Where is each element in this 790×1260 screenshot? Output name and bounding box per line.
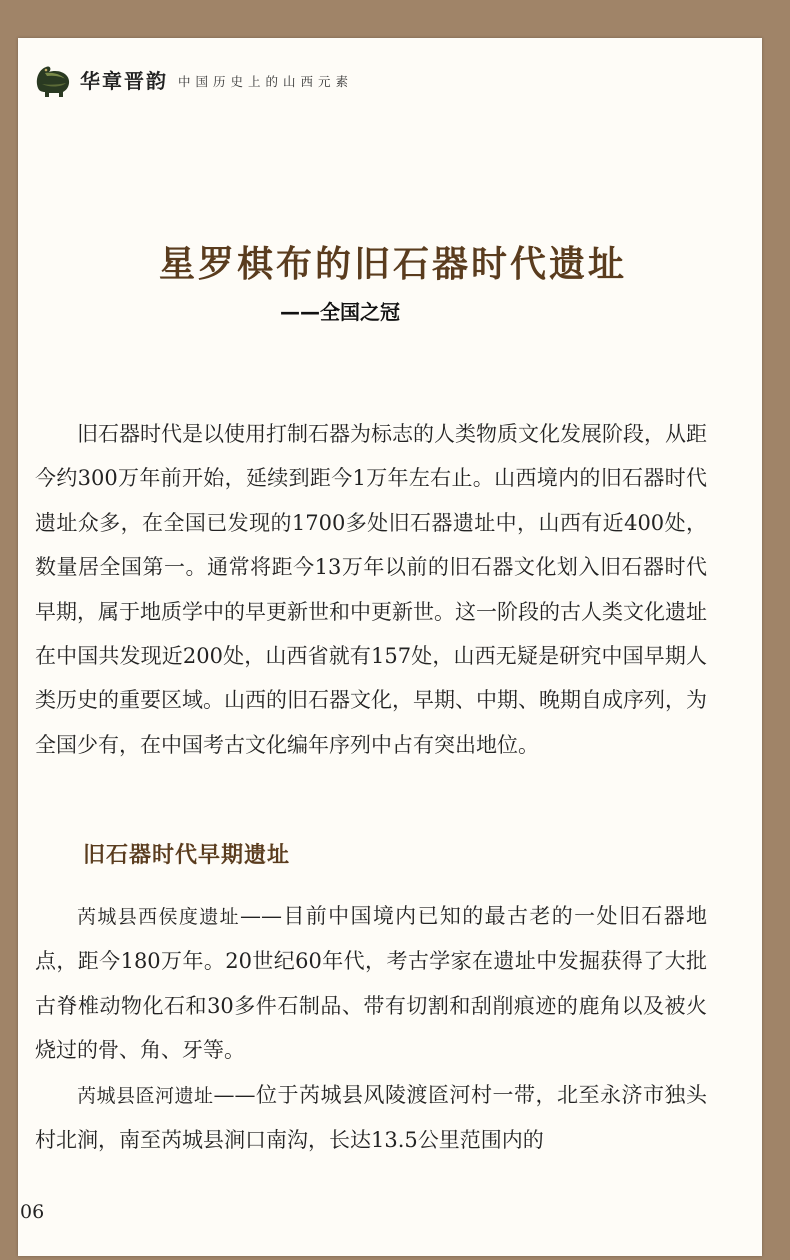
article-title: 星罗棋布的旧石器时代遗址 [158,243,627,285]
running-header [32,58,353,100]
bronze-vessel-icon [32,58,74,100]
site-paragraph-xihoudu [35,894,707,1073]
series-title: 华章晋韵 [80,68,168,93]
site-paragraph-kehe [35,1073,707,1163]
intro-block [35,412,707,767]
site-description: ——位于芮城县风陵渡匼河村一带，北至永济市独头村北涧，南至芮城县涧口南沟，长达13.5公里范围内的 [35,1082,707,1153]
series-subtitle: 中国历史上的山西元素 [178,74,354,89]
site-name: 芮城县西侯度遗址 [77,906,240,928]
page-number: 06 [20,1201,45,1223]
section-heading: 旧石器时代早期遗址 [83,842,291,868]
site-list [35,894,707,1162]
site-name: 芮城县匼河遗址 [77,1084,214,1107]
article-subtitle: ——全国之冠 [280,300,400,324]
site-description: ——目前中国境内已知的最古老的一处旧石器地点，距今180万年。20世纪60年代，考古学家在遗址中发掘获得了大批古脊椎动物化石和30多件石制品、带有切割和刮削痕迹的鹿角以及被火烧过的骨、角、牙等。 [35,904,707,1063]
intro-paragraph: 旧石器时代是以使用打制石器为标志的人类物质文化发展阶段，从距今约300万年前开始，延续到距今1万年左右止。山西境内的旧石器时代遗址众多，在全国已发现的1700多处旧石器遗址中，山西有近400处，数量居全国第一。通常将距今13万年以前的旧石器文化划入旧石器时代早期，属于地质学中的早更新世和中更新世。这一阶段的古人类文化遗址在中国共发现近200处，山西省就有157处，山西无疑是研究中国早期人类历史的重要区域。山西的旧石器文化，早期、中期、晚期自成序列，为全国少有，在中国考古文化编年序列中占有突出地位。 [35,422,707,757]
book-page [18,38,762,1256]
